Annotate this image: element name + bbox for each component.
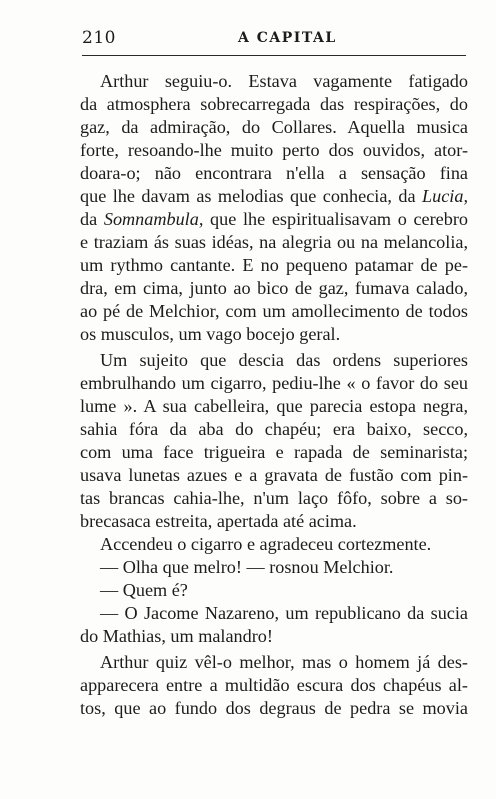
text-line: gaz, da admiração, do Collares. Aquella musica [80, 117, 468, 137]
header-rule [82, 55, 466, 56]
dialogue-line: — O Jacome Nazareno, um republicano da sucia [100, 603, 468, 623]
text-line: tas brancas cahia-lhe, n'um laço fôfo, sobre a so- [80, 488, 468, 508]
running-head [82, 28, 466, 52]
text-line: da atmosphera sobrecarregada das respirações, do [80, 94, 468, 114]
text-line: ao pé de Melchior, com um amollecimento de todos [80, 301, 468, 321]
running-title: A CAPITAL [238, 30, 337, 46]
text-line: Accendeu o cigarro e agradeceu cortezmente. [100, 534, 432, 554]
text-line: com uma face trigueira e rapada de seminarista; [80, 442, 468, 462]
text-line: dra, em cima, junto ao bico de gaz, fumava calado, [80, 278, 468, 298]
text-line: Um sujeito que descia das ordens superiores [100, 350, 468, 370]
text-line: sahia fóra da aba do chapéu; era baixo, secco, [80, 419, 468, 439]
text-line: forte, resoando-lhe muito perto dos ouvidos, ator- [80, 140, 468, 160]
dialogue-line: — Quem é? [100, 580, 188, 600]
opera-title-lucia: Lucia, [422, 186, 468, 206]
text-line: lume ». A sua cabelleira, que parecia estopa negra, [80, 396, 468, 416]
text-line [80, 208, 468, 231]
text-segment: que lhe espiritualisavam o cerebro [203, 209, 468, 229]
dialogue-line: — Olha que melro! — rosnou Melchior. [100, 557, 394, 577]
text-line: Arthur quiz vêl-o melhor, mas o homem já des- [100, 652, 468, 672]
opera-title-somnambula: Somnambula, [103, 209, 204, 229]
text-line: do Mathias, um malandro! [80, 626, 273, 646]
text-line: embrulhando um cigarro, pediu-lhe « o favor do seu [80, 373, 468, 393]
text-line: usava lunetas azues e a gravata de fustão com pin- [80, 465, 468, 485]
text-segment: que lhe davam as melodias que conhecia, da [80, 186, 423, 206]
text-line: doara-o; não encontrara n'ella a sensação fina [80, 163, 468, 183]
text-line: brecasaca estreita, apertada até acima. [80, 511, 357, 531]
body-text [80, 70, 468, 720]
text-line [80, 185, 468, 208]
text-line: tos, que ao fundo dos degraus de pedra se movia [80, 698, 468, 718]
text-segment: da [80, 209, 104, 229]
page-number: 210 [82, 28, 116, 48]
text-line: Arthur seguiu-o. Estava vagamente fatigado [100, 71, 468, 91]
text-line: apparecera entre a multidão escura dos chapéus al- [80, 675, 468, 695]
text-line: e traziam ás suas idéas, na alegria ou na melancolia, [80, 232, 468, 252]
text-line: um rythmo cantante. E no pequeno patamar de pe- [80, 255, 468, 275]
text-line: os musculos, um vago bocejo geral. [80, 324, 341, 344]
